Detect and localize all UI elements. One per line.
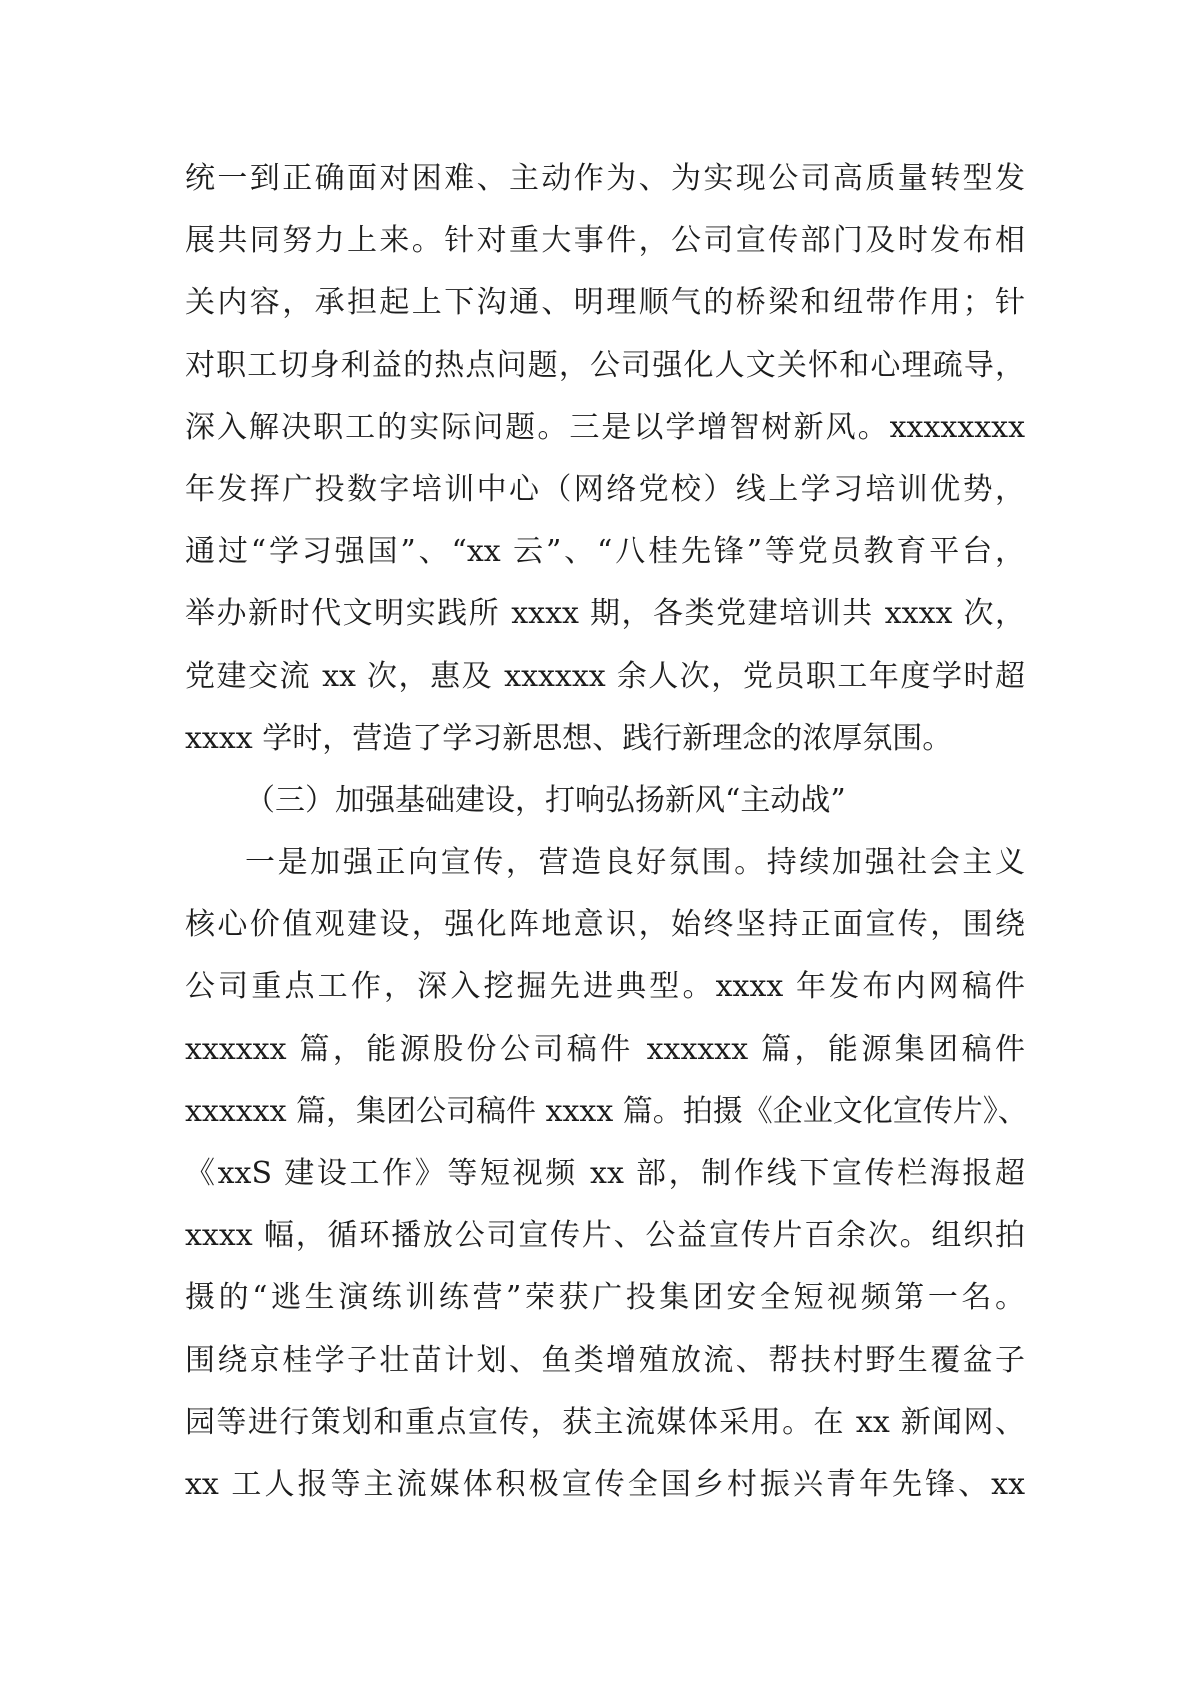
text-line: 围绕京桂学子壮苗计划、鱼类增殖放流、帮扶村野生覆盆子 [185, 1342, 1025, 1378]
text-line: 对职工切身利益的热点问题，公司强化人文关怀和心理疏导， [185, 347, 1025, 383]
text-line: 关内容，承担起上下沟通、明理顺气的桥梁和纽带作用；针 [185, 285, 1025, 321]
body-text [185, 148, 1028, 1516]
text-line: xxxxxx 篇，能源股份公司稿件 xxxxxx 篇，能源集团稿件 [185, 1031, 1025, 1067]
text-line: xx 工人报等主流媒体积极宣传全国乡村振兴青年先锋、xx [185, 1466, 1025, 1502]
text-line: 举办新时代文明实践所 xxxx 期，各类党建培训共 xxxx 次， [185, 596, 1025, 632]
text-line: 统一到正确面对困难、主动作为、为实现公司高质量转型发 [185, 161, 1025, 196]
section-heading: （三）加强基础建设，打响弘扬新风“主动战” [245, 782, 846, 818]
text-line: 展共同努力上来。针对重大事件，公司宣传部门及时发布相 [185, 223, 1025, 259]
text-line: xxxxxx 篇，集团公司稿件 xxxx 篇。拍摄《企业文化宣传片》、 [185, 1093, 1028, 1129]
text-line: 公司重点工作，深入挖掘先进典型。xxxx 年发布内网稿件 [185, 969, 1025, 1005]
text-line: 深入解决职工的实际问题。三是以学增智树新风。xxxxxxxx [185, 409, 1025, 445]
text-line: 年发挥广投数字培训中心（网络党校）线上学习培训优势， [185, 471, 1025, 507]
text-line: 摄的“逃生演练训练营”荣获广投集团安全短视频第一名。 [185, 1280, 1025, 1316]
text-line: 核心价值观建设，强化阵地意识，始终坚持正面宣传，围绕 [185, 907, 1025, 943]
text-line: 通过“学习强国”、“xx 云”、“八桂先锋”等党员教育平台， [185, 534, 1025, 570]
text-line: 园等进行策划和重点宣传，获主流媒体采用。在 xx 新闻网、 [185, 1404, 1025, 1440]
paragraph-first-line: 一是加强正向宣传，营造良好氛围。持续加强社会主义 [245, 845, 1025, 881]
text-line: xxxx 学时，营造了学习新思想、践行新理念的浓厚氛围。 [185, 720, 953, 756]
text-line: 《xxS 建设工作》等短视频 xx 部，制作线下宣传栏海报超 [185, 1156, 1025, 1191]
text-line: 党建交流 xx 次，惠及 xxxxxx 余人次，党员职工年度学时超 [185, 658, 1025, 694]
text-line: xxxx 幅，循环播放公司宣传片、公益宣传片百余次。组织拍 [185, 1218, 1025, 1254]
